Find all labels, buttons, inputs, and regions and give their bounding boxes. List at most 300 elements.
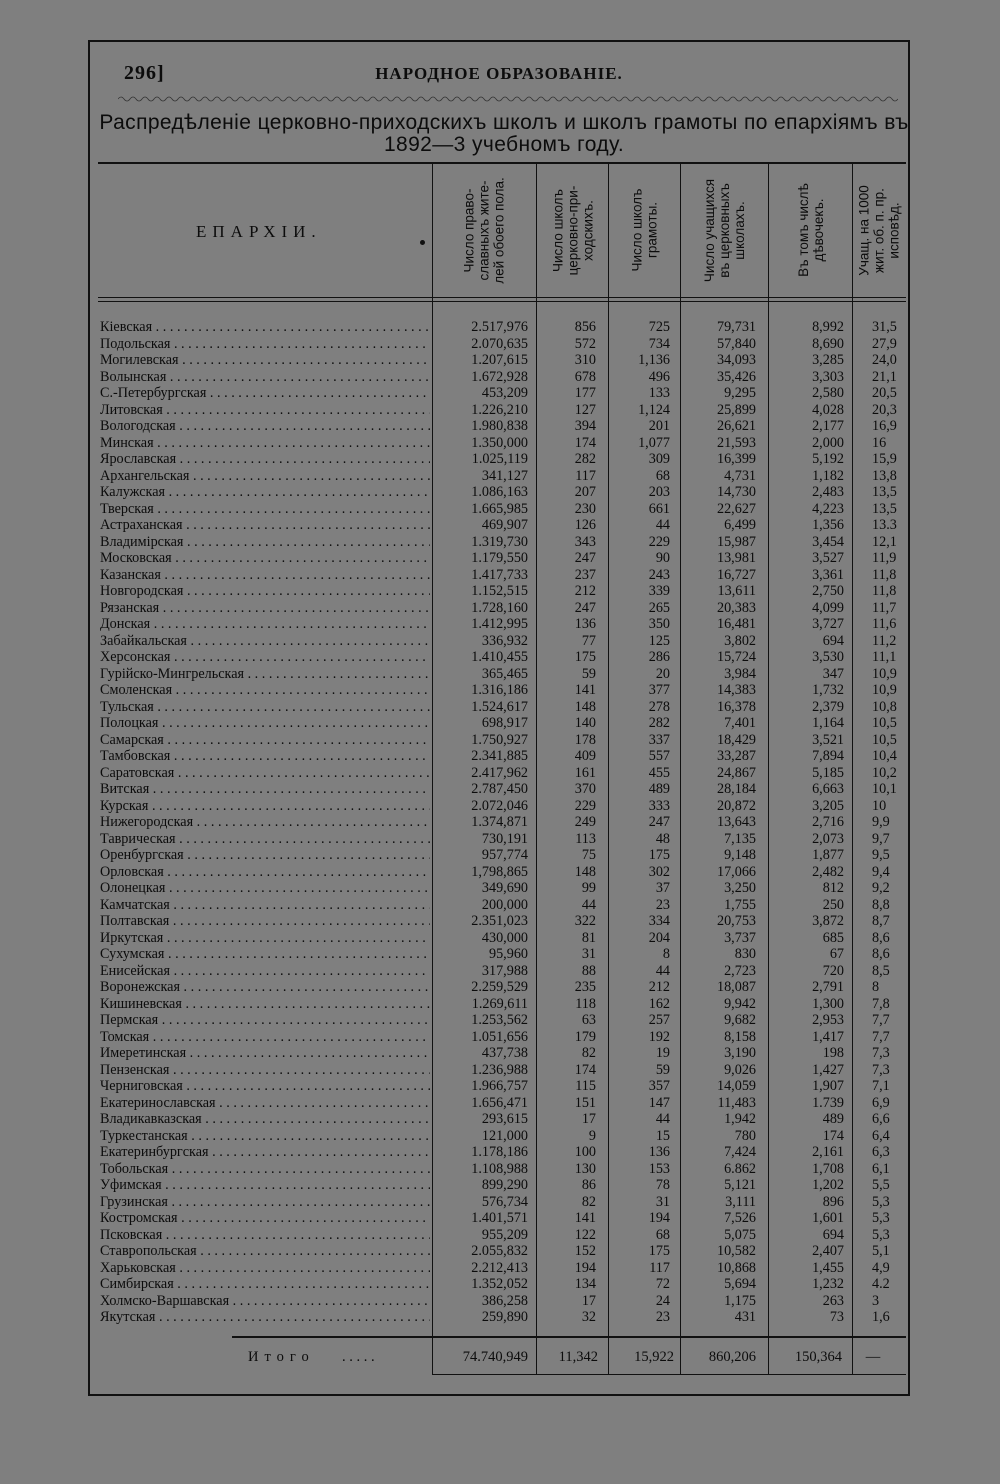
cell-per-1000: 10,1 [872,781,897,797]
cell-parish-schools: 32 [581,1309,596,1325]
cell-parish-schools: 82 [581,1193,596,1210]
table-row [0,979,1000,996]
cell-girls: 1.739 [812,1094,844,1111]
cell-literacy-schools: 257 [648,1012,670,1028]
cell-parish-schools: 247 [574,550,596,566]
total-literacy-schools: 15,922 [634,1349,674,1365]
table-row [0,913,1000,930]
cell-parish-schools: 17 [581,1292,596,1309]
table-row [0,468,1000,485]
cell-per-1000: 27,9 [872,335,897,352]
cell-eparchy: Симбирская . . . [100,1276,430,1293]
table-row [0,946,1000,963]
running-title: НАРОДНОЕ ОБРАЗОВАНІЕ. [375,64,623,83]
cell-parish-schools: 161 [574,764,596,781]
table-row [0,1161,1000,1178]
cell-per-1000: 7,1 [872,1078,890,1094]
cell-girls: 1,907 [812,1078,844,1094]
cell-population: 1.524,617 [471,698,528,715]
cell-literacy-schools: 153 [648,1160,670,1177]
cell-literacy-schools: 282 [648,715,670,731]
cell-girls: 694 [822,1226,844,1243]
cell-eparchy: С.-Петербургская . . . [100,385,430,402]
cell-pupils: 3,984 [724,665,756,682]
cell-eparchy: Владикавказская . . . [100,1111,430,1128]
cell-population: 698,917 [481,715,528,731]
cell-per-1000: 24,0 [872,352,897,368]
cell-per-1000: 9,2 [872,880,890,896]
cell-eparchy: Тверская . . . [100,501,430,518]
cell-eparchy: Имеретинская . . . [100,1045,430,1062]
cell-literacy-schools: 192 [648,1028,670,1045]
cell-parish-schools: 77 [581,632,596,649]
cell-pupils: 3,250 [724,880,756,896]
cell-girls: 1,356 [812,517,844,533]
cell-population: 1.086,163 [471,484,528,500]
cell-girls: 8,690 [812,335,844,352]
cell-pupils: 3,111 [725,1193,756,1210]
table-row [0,1095,1000,1112]
cell-per-1000: 7,8 [872,995,890,1012]
cell-girls: 2,000 [812,434,844,451]
cell-literacy-schools: 194 [648,1210,670,1226]
cell-per-1000: 10,8 [872,698,897,715]
cell-girls: 2,177 [812,418,844,434]
cell-pupils: 7,526 [724,1210,756,1226]
cell-parish-schools: 115 [575,1078,596,1094]
cell-eparchy: Московская . . . [100,550,430,567]
cell-girls: 3,527 [812,550,844,566]
cell-per-1000: 21,1 [872,368,897,385]
cell-pupils: 16,481 [716,616,756,632]
header-bottom-rule [98,297,906,298]
total-pupils: 860,206 [708,1349,756,1365]
cell-pupils: 21,593 [716,434,756,451]
cell-pupils: 1,175 [724,1292,756,1309]
cell-population: 341,127 [481,467,528,484]
cell-pupils: 9,026 [724,1061,756,1078]
cell-literacy-schools: 20 [655,665,670,682]
cell-literacy-schools: 44 [655,962,670,979]
cell-eparchy: Костромская . . . [100,1210,430,1227]
table-row [0,1029,1000,1046]
cell-parish-schools: 100 [574,1144,596,1160]
cell-literacy-schools: 339 [648,583,670,599]
cell-literacy-schools: 455 [648,764,670,781]
cell-parish-schools: 394 [574,418,596,434]
cell-eparchy: Сухумская . . . [100,946,430,963]
table-row [0,864,1000,881]
cell-girls: 1,601 [812,1210,844,1226]
cell-literacy-schools: 19 [655,1045,670,1061]
cell-girls: 4,028 [812,401,844,418]
cell-eparchy: Туркестанская . . . [100,1128,430,1145]
table-row [0,336,1000,353]
cell-eparchy: Ставропольская . . . [100,1243,430,1260]
cell-population: 1.316,186 [471,682,528,698]
table-row [0,748,1000,765]
cell-population: 317,988 [481,962,528,979]
cell-population: 2.417,962 [471,764,528,781]
table-title: Распредѣленіе церковно-приходскихъ школъ и школъ грамоты по епархіямъ въ 1892—3 учебномъ году. [99,111,909,156]
cell-pupils: 431 [734,1309,756,1325]
cell-population: 2.787,450 [471,781,528,797]
cell-per-1000: 13.3 [872,517,897,533]
table-row [0,1045,1000,1062]
cell-population: 1.374,871 [471,814,528,830]
cell-eparchy: Грузинская . . . [100,1194,430,1211]
table-row [0,418,1000,435]
cell-parish-schools: 174 [574,1061,596,1078]
cell-per-1000: 20,5 [872,385,897,401]
cell-eparchy: Полоцкая . . . [100,715,430,732]
cell-eparchy: Камчатская . . . [100,897,430,914]
cell-pupils: 10,868 [716,1259,756,1276]
cell-population: 1.352,052 [471,1276,528,1292]
cell-per-1000: 6,6 [872,1111,890,1127]
table-row [0,1276,1000,1293]
cell-pupils: 6,499 [724,517,756,533]
cell-population: 259,890 [481,1309,528,1325]
cell-population: 2.517,976 [471,319,528,335]
cell-literacy-schools: 48 [655,830,670,847]
table-row [0,567,1000,584]
cell-pupils: 14,383 [716,682,756,698]
cell-pupils: 9,148 [724,847,756,863]
cell-per-1000: 6,4 [872,1127,890,1144]
cell-pupils: 28,184 [716,781,756,797]
cell-eparchy: Холмско-Варшавская . . . [100,1293,430,1310]
cell-parish-schools: 247 [574,599,596,616]
cell-eparchy: Волынская . . . [100,369,430,386]
cell-population: 1.750,927 [471,731,528,748]
cell-parish-schools: 229 [574,797,596,814]
table-row [0,963,1000,980]
cell-parish-schools: 310 [574,352,596,368]
cell-pupils: 2,723 [724,962,756,979]
cell-population: 386,258 [481,1292,528,1309]
table-row [0,847,1000,864]
cell-population: 1.319,730 [471,533,528,550]
table-row [0,1144,1000,1161]
cell-population: 430,000 [481,929,528,946]
cell-per-1000: 16,9 [872,418,897,434]
cell-parish-schools: 122 [574,1226,596,1243]
cell-population: 336,932 [481,632,528,649]
cell-literacy-schools: 337 [648,731,670,748]
cell-per-1000: 11,7 [872,599,897,616]
cell-pupils: 5,075 [724,1226,756,1243]
cell-pupils: 10,582 [716,1243,756,1259]
cell-eparchy: Тобольская . . . [100,1161,430,1178]
table-row [0,600,1000,617]
cell-parish-schools: 151 [574,1094,596,1111]
cell-eparchy: Калужская . . . [100,484,430,501]
cell-eparchy: Смоленская . . . [100,682,430,699]
cell-per-1000: 5,3 [872,1210,890,1226]
cell-literacy-schools: 175 [648,847,670,863]
cell-eparchy: Владимірская . . . [100,534,430,551]
cell-girls: 1,232 [812,1276,844,1292]
cell-girls: 1,417 [812,1028,844,1045]
cell-per-1000: 6,9 [872,1094,890,1111]
table-row [0,732,1000,749]
cell-per-1000: 4.2 [872,1276,890,1292]
table-row [0,781,1000,798]
cell-per-1000: 10,2 [872,764,897,781]
cell-eparchy: Олонецкая . . . [100,880,430,897]
cell-girls: 3,361 [812,566,844,583]
table-row [0,880,1000,897]
cell-per-1000: 13,8 [872,467,897,484]
table-row [0,798,1000,815]
cell-pupils: 1,755 [724,896,756,913]
cell-girls: 1,182 [812,467,844,484]
cell-parish-schools: 148 [574,863,596,880]
cell-girls: 2,073 [812,830,844,847]
total-girls: 150,364 [794,1349,842,1365]
cell-girls: 3,530 [812,649,844,665]
cell-literacy-schools: 78 [655,1177,670,1193]
table-row [0,765,1000,782]
cell-literacy-schools: 147 [648,1094,670,1111]
cell-girls: 3,454 [812,533,844,550]
cell-population: 1,798,865 [471,863,528,880]
cell-literacy-schools: 309 [648,451,670,467]
cell-literacy-schools: 278 [648,698,670,715]
cell-per-1000: 8,6 [872,946,890,962]
cell-population: 2.212,413 [471,1259,528,1276]
cell-girls: 2,791 [812,979,844,995]
cell-pupils: 16,378 [716,698,756,715]
cell-population: 2.351,023 [471,913,528,929]
cell-parish-schools: 343 [574,533,596,550]
page-number: 296] [124,62,165,84]
cell-population: 1.980,838 [471,418,528,434]
cell-population: 437,738 [481,1045,528,1061]
cell-population: 1.152,515 [471,583,528,599]
cell-population: 955,209 [481,1226,528,1243]
cell-literacy-schools: 59 [655,1061,670,1078]
total-top-rule [232,1336,906,1338]
table-row [0,402,1000,419]
cell-parish-schools: 207 [574,484,596,500]
cell-girls: 198 [822,1045,844,1061]
cell-population: 2.070,635 [471,335,528,352]
cell-parish-schools: 148 [574,698,596,715]
cell-eparchy: Астраханская . . . [100,517,430,534]
cell-eparchy: Могилевская . . . [100,352,430,369]
cell-population: 2.055,832 [471,1243,528,1259]
cell-per-1000: 5,1 [872,1243,890,1259]
cell-parish-schools: 82 [581,1045,596,1061]
cell-pupils: 5,121 [724,1177,756,1193]
cell-parish-schools: 194 [574,1259,596,1276]
cell-parish-schools: 63 [581,1012,596,1028]
cell-per-1000: 7,3 [872,1045,890,1061]
table-row [0,352,1000,369]
cell-per-1000: 8,6 [872,929,890,946]
cell-girls: 1,708 [812,1160,844,1177]
cell-population: 1.269,611 [471,995,528,1012]
cell-eparchy: Иркутская . . . [100,930,430,947]
cell-per-1000: 10 [872,797,887,814]
cell-population: 1.207,615 [471,352,528,368]
cell-pupils: 15,987 [716,533,756,550]
table-row [0,1111,1000,1128]
table-row [0,319,1000,336]
cell-girls: 1,455 [812,1259,844,1276]
cell-eparchy: Черниговская . . . [100,1078,430,1095]
header-bottom-rule-2 [98,301,906,302]
cell-parish-schools: 152 [574,1243,596,1259]
cell-population: 95,960 [488,946,528,962]
cell-pupils: 20,753 [716,913,756,929]
cell-eparchy: Новгородская . . . [100,583,430,600]
cell-literacy-schools: 357 [648,1078,670,1094]
cell-girls: 1,164 [812,715,844,731]
cell-girls: 2,407 [812,1243,844,1259]
cell-population: 576,734 [481,1193,528,1210]
cell-pupils: 9,295 [724,385,756,401]
cell-literacy-schools: 243 [648,566,670,583]
cell-girls: 812 [822,880,844,896]
cell-literacy-schools: 44 [655,517,670,533]
cell-girls: 489 [822,1111,844,1127]
cell-parish-schools: 141 [574,682,596,698]
cell-eparchy: Харьковская . . . [100,1260,430,1277]
total-label: Итого [248,1349,315,1365]
cell-girls: 6,663 [812,781,844,797]
table-row [0,930,1000,947]
column-header-per-1000: Учащ. на 1000 жит. об. п. пр. исповѣд. [857,184,903,276]
cell-per-1000: 11,2 [872,632,897,649]
table-row [0,814,1000,831]
cell-girls: 3,303 [812,368,844,385]
table-row [0,1128,1000,1145]
cell-literacy-schools: 334 [648,913,670,929]
cell-girls: 250 [822,896,844,913]
cell-girls: 694 [822,632,844,649]
cell-girls: 263 [822,1292,844,1309]
cell-per-1000: 5,5 [872,1177,890,1193]
cell-pupils: 1,942 [724,1111,756,1127]
cell-literacy-schools: 212 [648,979,670,995]
cell-per-1000: 11,8 [872,583,897,599]
cell-pupils: 33,287 [716,748,756,764]
cell-pupils: 5,694 [724,1276,756,1292]
cell-parish-schools: 249 [574,814,596,830]
cell-population: 200,000 [481,896,528,913]
cell-literacy-schools: 286 [648,649,670,665]
cell-eparchy: Оренбургская . . . [100,847,430,864]
cell-girls: 3,205 [812,797,844,814]
cell-population: 1.108,988 [471,1160,528,1177]
cell-per-1000: 8,5 [872,962,890,979]
cell-population: 957,774 [481,847,528,863]
cell-per-1000: 1,6 [872,1309,890,1325]
cell-per-1000: 6,1 [872,1160,890,1177]
cell-literacy-schools: 1,124 [638,401,670,418]
cell-parish-schools: 126 [574,517,596,533]
cell-population: 1.226,210 [471,401,528,418]
table-row [0,831,1000,848]
table-row [0,682,1000,699]
total-bottom-rule [432,1374,906,1375]
cell-literacy-schools: 15 [655,1127,670,1144]
cell-population: 1.966,757 [471,1078,528,1094]
cell-population: 1.051,656 [471,1028,528,1045]
cell-eparchy: Воронежская . . . [100,979,430,996]
cell-per-1000: 11,8 [872,566,897,583]
cell-pupils: 7,135 [724,830,756,847]
table-row [0,897,1000,914]
cell-per-1000: 9,4 [872,863,890,880]
cell-literacy-schools: 44 [655,1111,670,1127]
cell-pupils: 11,483 [717,1094,756,1111]
cell-per-1000: 5,3 [872,1193,890,1210]
cell-parish-schools: 44 [581,896,596,913]
cell-pupils: 18,087 [716,979,756,995]
cell-literacy-schools: 136 [648,1144,670,1160]
cell-per-1000: 13,5 [872,500,897,517]
cell-per-1000: 11,9 [872,550,897,566]
cell-literacy-schools: 23 [655,1309,670,1325]
cell-girls: 174 [822,1127,844,1144]
cell-eparchy: Подольская . . . [100,336,430,353]
cell-girls: 7,894 [812,748,844,764]
cell-eparchy: Пермская . . . [100,1012,430,1029]
cell-eparchy: Забайкальская . . . [100,633,430,650]
cell-population: 730,191 [481,830,528,847]
cell-per-1000: 8,7 [872,913,890,929]
cell-per-1000: 11,1 [872,649,897,665]
cell-population: 1.672,928 [471,368,528,385]
cell-literacy-schools: 37 [655,880,670,896]
cell-eparchy: Уфимская . . . [100,1177,430,1194]
cell-girls: 5,192 [812,451,844,467]
cell-literacy-schools: 162 [648,995,670,1012]
bullet-mark [420,240,425,245]
cell-per-1000: 7,3 [872,1061,890,1078]
cell-parish-schools: 9 [588,1127,596,1144]
cell-literacy-schools: 90 [655,550,670,566]
cell-literacy-schools: 125 [648,632,670,649]
cell-per-1000: 9,7 [872,830,890,847]
cell-literacy-schools: 117 [649,1259,670,1276]
cell-girls: 3,285 [812,352,844,368]
table-row [0,484,1000,501]
cell-population: 1.350,000 [471,434,528,451]
cell-pupils: 3,802 [724,632,756,649]
cell-eparchy: Кишиневская . . . [100,996,430,1013]
cell-parish-schools: 17 [581,1111,596,1127]
cell-population: 1.665,985 [471,500,528,517]
cell-eparchy: Таврическая . . . [100,831,430,848]
cell-eparchy: Курская . . . [100,798,430,815]
table-row [0,616,1000,633]
cell-parish-schools: 856 [574,319,596,335]
cell-girls: 4,223 [812,500,844,517]
table-row [0,451,1000,468]
cell-eparchy: Псковская . . . [100,1227,430,1244]
cell-pupils: 7,424 [724,1144,756,1160]
cell-pupils: 14,730 [716,484,756,500]
table-row [0,369,1000,386]
table-row [0,649,1000,666]
cell-per-1000: 13,5 [872,484,897,500]
cell-girls: 2,750 [812,583,844,599]
